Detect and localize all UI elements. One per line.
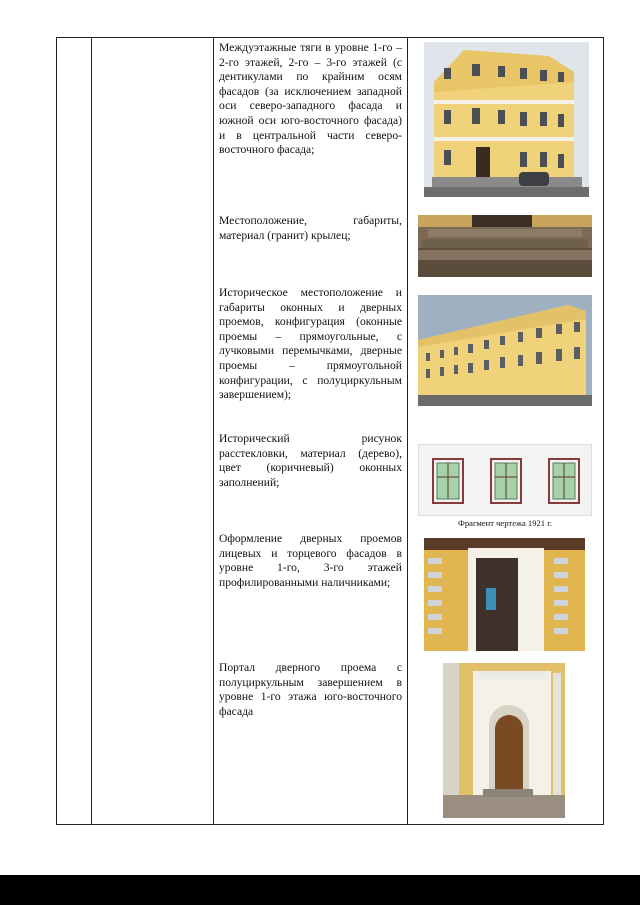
row-3-text: Историческое местоположение и габариты оконных и дверных проемов, конфигурация (оконные проемы – прямоугольные, с лучковыми перемычками, дверные проемы – прямоугольной конфигурации, с полуциркульным завершением); — [219, 286, 402, 402]
granite-steps-photo — [418, 215, 592, 277]
heritage-table — [56, 37, 604, 825]
row-5-text: Оформление дверных проемов лицевых и торцевого фасадов в уровне 1-го, 3-го этажей профилированными наличниками; — [219, 532, 402, 589]
portal-photo — [443, 663, 565, 818]
column-divider — [407, 38, 408, 824]
row-6-text: Портал дверного проема с полуциркульным завершением в уровне 1-го этажа юго-восточного фасада — [219, 661, 402, 718]
row-4-text: Исторический рисунок расстекловки, материал (дерево), цвет (коричневый) оконных заполнений; — [219, 432, 402, 489]
column-divider — [213, 38, 214, 824]
door-photo — [424, 538, 585, 651]
row-2-text: Местоположение, габариты, материал (гранит) крылец; — [219, 214, 402, 242]
drawing-caption: Фрагмент чертежа 1921 г. — [458, 518, 552, 528]
window-drawing — [418, 444, 592, 516]
column-divider — [91, 38, 92, 824]
facade-photo — [418, 295, 592, 406]
row-1-text: Междуэтажные тяги в уровне 1-го – 2-го этажей, 2-го – 3-го этажей (с дентикулами по крайним осям фасадов (за исключением западной оси северо-западного фасада и южной оси юго-восточного фасада) и в центральной части северо-восточного фасада; — [219, 41, 402, 157]
building-corner-photo — [424, 42, 589, 197]
scan-bottom-border — [0, 875, 640, 905]
